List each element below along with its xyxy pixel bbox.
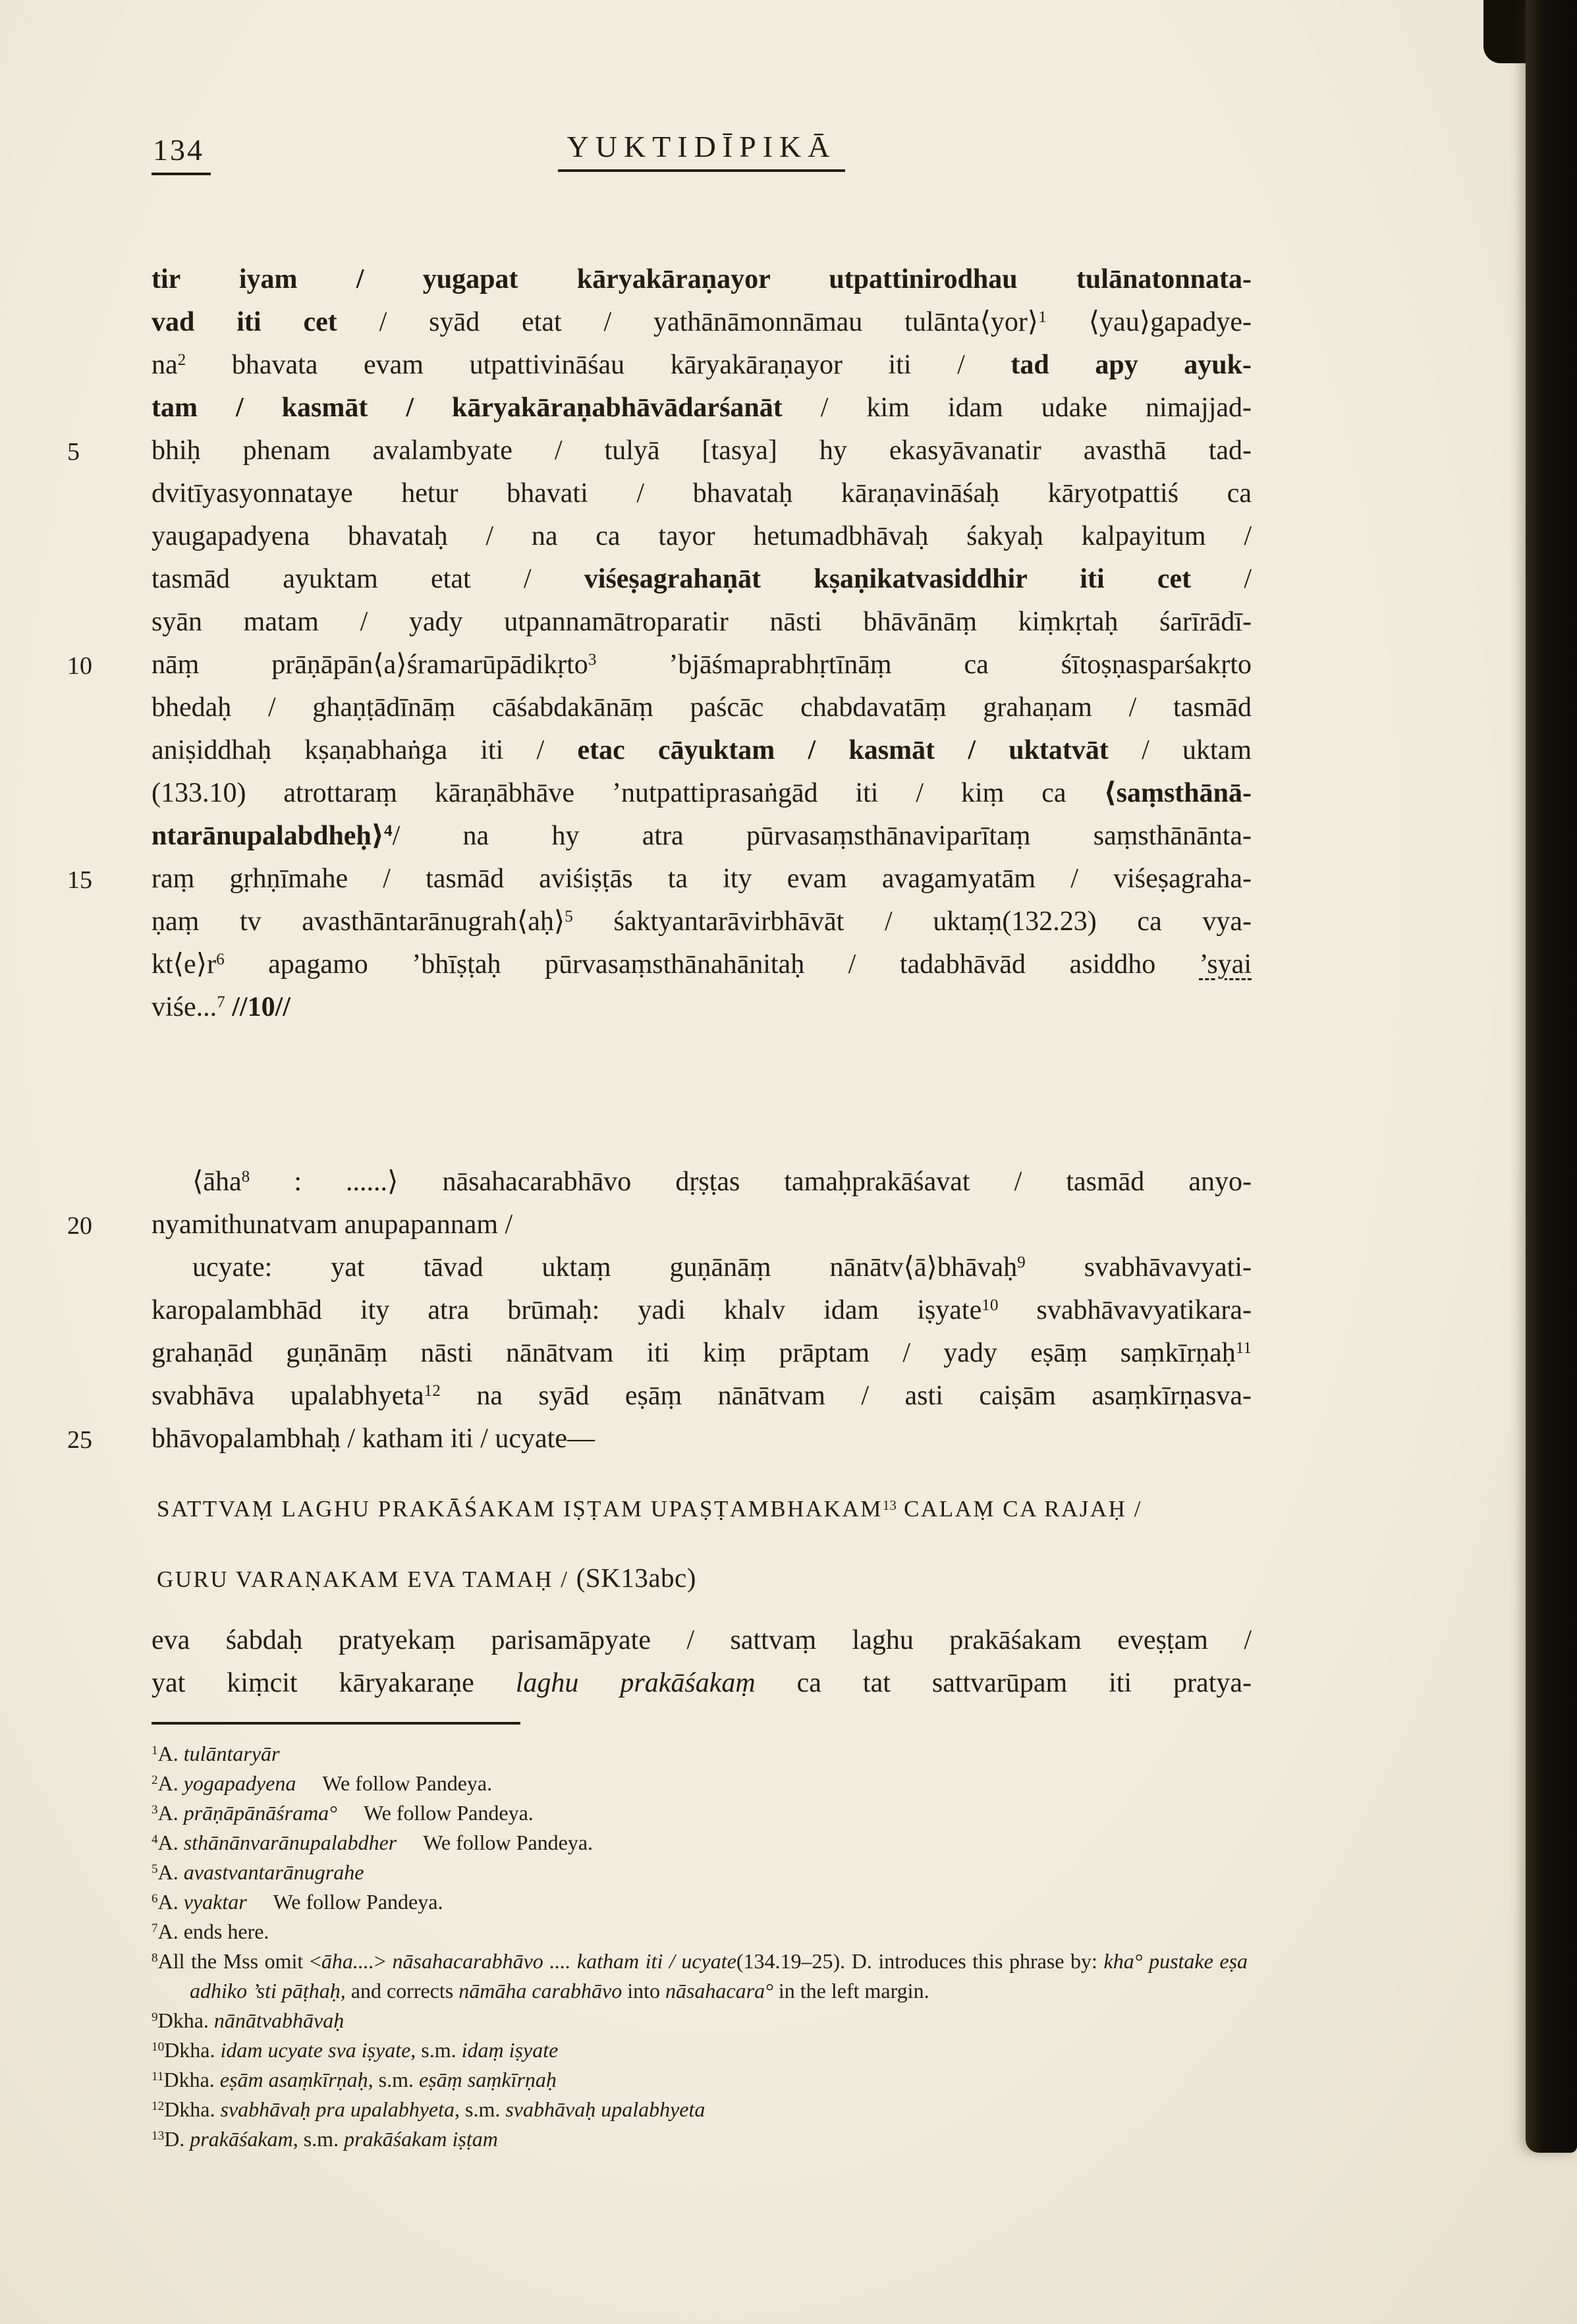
text-segment: nāsahacara°: [665, 1979, 773, 2003]
text-segment: /: [1191, 564, 1252, 594]
text-segment: Dkha.: [163, 2068, 220, 2091]
text-segment: vyaktar: [183, 1890, 247, 1914]
text-line: [67, 644, 1252, 686]
page-header: [152, 129, 1252, 175]
text-segment: nāsahacarabhāvo .... katham iti / ucyate: [392, 1949, 736, 1973]
text-segment: syān matam / yady utpannamātroparatir nāsti bhāvānāṃ kiṃkṛtaḥ śarīrādī-: [152, 607, 1252, 637]
text-segment: ca tat sattvarūpam iti pratya-: [755, 1668, 1252, 1698]
text-segment: ucyate: yat tāvad uktaṃ guṇānāṃ nānātv⟨ā⟩bhāvaḥ: [192, 1252, 1018, 1283]
text-segment: viśeṣagrahaṇāt kṣaṇikatvasiddhir iti cet: [584, 564, 1192, 594]
footnote-ref: 12: [424, 1382, 441, 1400]
footnote-ref: 2: [152, 1773, 158, 1788]
text-segment: viśe...: [152, 992, 217, 1022]
text-segment: vad iti cet: [152, 307, 337, 337]
text-segment: eṣām asaṃkīrṇaḥ: [219, 2068, 368, 2091]
text-segment: / syād etat / yathānāmonnāmau tulānta⟨yor⟩: [337, 307, 1039, 337]
footnote-ref: 7: [217, 993, 225, 1012]
body-text: [67, 258, 1252, 1705]
margin-line-number: 20: [67, 1212, 92, 1240]
text-segment: : ......⟩ nāsahacarabhāvo dṛṣṭas tamaḥprakāśavat / tasmād anyo-: [250, 1167, 1252, 1197]
text-segment: nāṃ prāṇāpān⟨a⟩śramarūpādikṛto: [152, 650, 588, 680]
text-segment: //10//: [232, 992, 290, 1022]
text-segment: karopalambhād ity atra brūmaḥ: yadi khalv idam iṣyate: [152, 1295, 982, 1325]
text-segment: A.: [157, 1860, 184, 1884]
text-segment: svabhāvavyati-: [1025, 1252, 1252, 1283]
text-line: [152, 1246, 1252, 1289]
text-segment: We follow Pandeya.: [363, 1801, 534, 1825]
footnote-ref: 13: [882, 1497, 897, 1513]
footnote-ref: 12: [152, 2099, 165, 2114]
text-segment: aniṣiddhaḥ kṣaṇabhaṅga iti /: [152, 735, 578, 765]
text-segment: kt⟨e⟩r: [152, 949, 217, 980]
margin-line-number: 10: [67, 652, 92, 680]
text-segment: (134.19–25). D. introduces this phrase by:: [736, 1949, 1104, 1973]
text-segment: bhavata evam utpattivināśau kāryakāraṇayor iti /: [186, 350, 1011, 380]
footnote: [152, 2035, 1248, 2065]
text-line: [152, 1161, 1252, 1204]
footnote-ref: 5: [152, 1862, 158, 1877]
paragraph-gap: [152, 1530, 1252, 1557]
text-segment: , s.m.: [410, 2038, 462, 2062]
text-segment: into: [622, 1979, 665, 2003]
footnote: [152, 1947, 1248, 2006]
footnote-ref: 9: [1017, 1254, 1026, 1272]
footnote-ref: 10: [982, 1296, 999, 1315]
footnote: [152, 1917, 1248, 1947]
text-segment: yogapadyena: [183, 1771, 296, 1795]
footnote-ref: 3: [588, 651, 597, 669]
text-line: [152, 1375, 1252, 1418]
text-segment: ⟨saṃsthānā-: [1103, 778, 1252, 808]
text-segment: apagamo ’bhīṣṭaḥ pūrvasaṃsthānahānitaḥ / tadabhāvād asiddho: [224, 949, 1200, 980]
text-line: [152, 986, 1252, 1029]
text-segment: ⟨yau⟩gapadye-: [1046, 307, 1252, 337]
text-line: [152, 344, 1252, 387]
text-segment: raṃ gṛhṇīmahe / tasmād aviśiṣṭās ta ity evam avagamyatām / viśeṣagraha-: [152, 864, 1252, 894]
text-line: [152, 472, 1252, 515]
footnote-ref: 11: [152, 2070, 164, 2084]
text-segment: yaugapadyena bhavataḥ / na ca tayor hetumadbhāvaḥ śakyaḥ kalpayitum /: [152, 521, 1252, 551]
text-segment: nānātvabhāvaḥ: [213, 2008, 345, 2032]
text-line: [67, 1418, 1252, 1460]
text-line: [67, 1204, 1252, 1246]
text-segment: prāṇāpānāśrama°: [183, 1801, 337, 1825]
text-segment: eṣāṃ saṃkīrṇaḥ: [419, 2068, 557, 2091]
text-segment: >: [374, 1949, 393, 1973]
text-segment: Dkha.: [157, 2008, 214, 2032]
text-segment: tulāntaryār: [183, 1742, 280, 1765]
text-segment: SATTVAṂ LAGHU PRAKĀŚAKAM IṢṬAM UPAṢṬAMBHAKAM: [157, 1496, 883, 1522]
text-segment: tasmād ayuktam etat /: [152, 564, 584, 594]
footnote-ref: 4: [384, 822, 393, 841]
footnote-ref: 10: [152, 2040, 165, 2055]
verse-line: [152, 1488, 1252, 1530]
scan-edge-shadow: [1526, 0, 1577, 2153]
text-segment: ṇaṃ tv avasthāntarānugrah⟨aḥ⟩: [152, 906, 565, 937]
margin-line-number: 5: [67, 438, 80, 466]
text-segment: eva śabdaḥ pratyekaṃ parisamāpyate / sattvaṃ laghu prakāśakam eveṣṭam /: [152, 1625, 1252, 1655]
paragraph-gap: [152, 1029, 1252, 1161]
footnote-ref: 8: [241, 1168, 250, 1186]
text-segment: prakāśakam: [190, 2127, 293, 2151]
text-segment: ntarānupalabdheḥ⟩: [152, 821, 385, 851]
text-segment: grahaṇād guṇānāṃ nāsti nānātvam iti kiṃ prāptam / yady eṣāṃ saṃkīrṇaḥ: [152, 1338, 1236, 1368]
text-line: [152, 772, 1252, 815]
text-segment: svabhāvavyatikara-: [998, 1295, 1252, 1325]
text-segment: sthānānvarānupalabdher: [183, 1831, 397, 1854]
verse-line: [152, 1557, 1252, 1601]
text-line: [152, 686, 1252, 729]
text-segment: svabhāvaḥ upalabhyeta: [505, 2097, 706, 2121]
footnote: [152, 1798, 1248, 1828]
text-line: [152, 601, 1252, 644]
text-line: [152, 1662, 1252, 1705]
text-segment: We follow Pandeya.: [273, 1890, 443, 1914]
text-segment: dvitīyasyonnataye hetur bhavati / bhavataḥ kāraṇavināśaḥ kāryotpattiś ca: [152, 478, 1252, 509]
footnote-ref: 6: [152, 1892, 158, 1906]
text-segment: All the Mss omit <: [157, 1949, 321, 1973]
footnote-ref: 7: [152, 1922, 158, 1936]
running-title: YUKTIDĪPIKĀ: [558, 129, 846, 172]
text-line: [152, 1332, 1252, 1375]
footnote-ref: 5: [565, 908, 573, 926]
footnote-ref: 3: [152, 1803, 158, 1817]
text-segment: avastvantarānugrahe: [183, 1860, 364, 1884]
text-segment: svabhāva upalabhyeta: [152, 1381, 424, 1411]
text-segment: śaktyantarāvirbhāvāt / uktaṃ(132.23) ca vya-: [572, 906, 1252, 937]
text-line: [152, 258, 1252, 301]
text-segment: ⟨āha: [192, 1167, 242, 1197]
text-segment: tir iyam / yugapat kāryakāraṇayor utpattinirodhau tulānatonnata-: [152, 264, 1252, 294]
text-column: [67, 129, 1252, 2154]
text-segment: GURU VARAṆAKAM EVA TAMAḤ /: [157, 1566, 576, 1592]
text-segment: laghu prakāśakaṃ: [515, 1668, 756, 1698]
text-line: [67, 858, 1252, 900]
text-line: [152, 900, 1252, 943]
text-segment: āha....: [321, 1949, 374, 1973]
text-segment: We follow Pandeya.: [423, 1831, 594, 1854]
text-line: [152, 729, 1252, 772]
text-segment: (133.10) atrottaraṃ kāraṇābhāve ’nutpattiprasaṅgād iti / kiṃ ca: [152, 778, 1104, 808]
text-segment: na syād eṣāṃ nānātvam / asti caiṣām asaṃkīrṇasva-: [440, 1381, 1252, 1411]
text-segment: D.: [164, 2127, 190, 2151]
text-line: [67, 429, 1252, 472]
text-segment: nyamithunatvam anupapannam /: [152, 1209, 513, 1240]
text-segment: CALAṂ CA RAJAḤ /: [896, 1496, 1142, 1522]
text-segment: svabhāvaḥ pra upalabhyeta: [220, 2097, 455, 2121]
text-segment: idam ucyate sva iṣyate: [220, 2038, 411, 2062]
page-number: 134: [152, 132, 211, 175]
text-segment: A. ends here.: [157, 1920, 269, 1943]
footnote: [152, 1739, 1248, 1769]
text-segment: , s.m.: [292, 2127, 345, 2151]
text-segment: bhedaḥ / ghaṇṭādīnāṃ cāśabdakānāṃ paścāc chabdavatāṃ grahaṇam / tasmād: [152, 692, 1252, 723]
text-segment: (SK13abc): [576, 1563, 696, 1593]
text-segment: A.: [157, 1831, 184, 1854]
footnote-ref: 11: [1235, 1339, 1252, 1358]
footnote-ref: 9: [152, 2010, 158, 2025]
text-segment: , s.m.: [368, 2068, 420, 2091]
text-segment: tad apy ayuk-: [1010, 350, 1252, 380]
text-segment: Dkha.: [164, 2097, 221, 2121]
text-segment: kha° pustake eṣa adhiko ’sti pāṭhaḥ,: [190, 1949, 1248, 2003]
text-line: [152, 558, 1252, 601]
footnote: [152, 1828, 1248, 1858]
text-segment: / na hy atra pūrvasaṃsthānaviparītaṃ saṃsthānānta-: [392, 821, 1252, 851]
text-segment: , s.m.: [455, 2097, 506, 2121]
text-segment: / uktam: [1108, 735, 1252, 765]
text-segment: etac cāyuktam / kasmāt / uktatvāt: [577, 735, 1109, 765]
footnote-ref: 1: [1038, 308, 1047, 327]
footnote: [152, 1887, 1248, 1917]
text-segment: ’bjāśmaprabhṛtīnāṃ ca śītoṣṇasparśakṛto: [596, 650, 1252, 680]
footnotes: [152, 1739, 1248, 2154]
text-line: [152, 815, 1252, 858]
footnote: [152, 2124, 1248, 2154]
paragraph-gap: [152, 1601, 1252, 1619]
text-segment: in the left margin.: [773, 1979, 929, 2003]
text-segment: ’syai: [1199, 949, 1252, 980]
text-line: [152, 1619, 1252, 1662]
footnote: [152, 2065, 1248, 2095]
footnote: [152, 2095, 1248, 2124]
text-line: [152, 301, 1252, 344]
footnote-ref: 1: [152, 1744, 158, 1758]
text-segment: [225, 992, 233, 1022]
footnote-separator: [152, 1722, 520, 1725]
text-segment: prakāśakam iṣṭam: [344, 2127, 498, 2151]
footnote-ref: 2: [177, 351, 186, 370]
text-segment: tam / kasmāt / kāryakāraṇabhāvādarśanāt: [152, 393, 783, 423]
text-line: [152, 1289, 1252, 1332]
footnote: [152, 1858, 1248, 1887]
footnote-ref: 4: [152, 1833, 158, 1847]
margin-line-number: 25: [67, 1426, 92, 1454]
footnote-ref: 6: [216, 951, 225, 969]
text-segment: A.: [157, 1771, 184, 1795]
text-line: [152, 387, 1252, 429]
text-segment: / kim idam udake nimajjad-: [782, 393, 1252, 423]
footnote-ref: 13: [152, 2129, 165, 2144]
text-segment: yat kiṃcit kāryakaraṇe: [152, 1668, 516, 1698]
text-segment: bhāvopalambhaḥ / katham iti / ucyate—: [152, 1424, 595, 1454]
text-line: [152, 515, 1252, 558]
margin-line-number: 15: [67, 866, 92, 894]
text-segment: idaṃ iṣyate: [461, 2038, 559, 2062]
text-segment: bhiḥ phenam avalambyate / tulyā [tasya] hy ekasyāvanatir avasthā tad-: [152, 435, 1252, 466]
text-segment: and corrects: [345, 1979, 459, 2003]
footnote-ref: 8: [152, 1951, 158, 1966]
text-segment: We follow Pandeya.: [322, 1771, 493, 1795]
text-segment: Dkha.: [164, 2038, 221, 2062]
text-segment: A.: [157, 1890, 184, 1914]
text-segment: nāmāha carabhāvo: [458, 1979, 622, 2003]
footnote: [152, 2006, 1248, 2035]
footnote: [152, 1769, 1248, 1798]
text-line: [152, 943, 1252, 986]
text-segment: na: [152, 350, 178, 380]
text-segment: A.: [157, 1742, 184, 1765]
text-segment: A.: [157, 1801, 184, 1825]
paragraph-gap: [152, 1460, 1252, 1488]
